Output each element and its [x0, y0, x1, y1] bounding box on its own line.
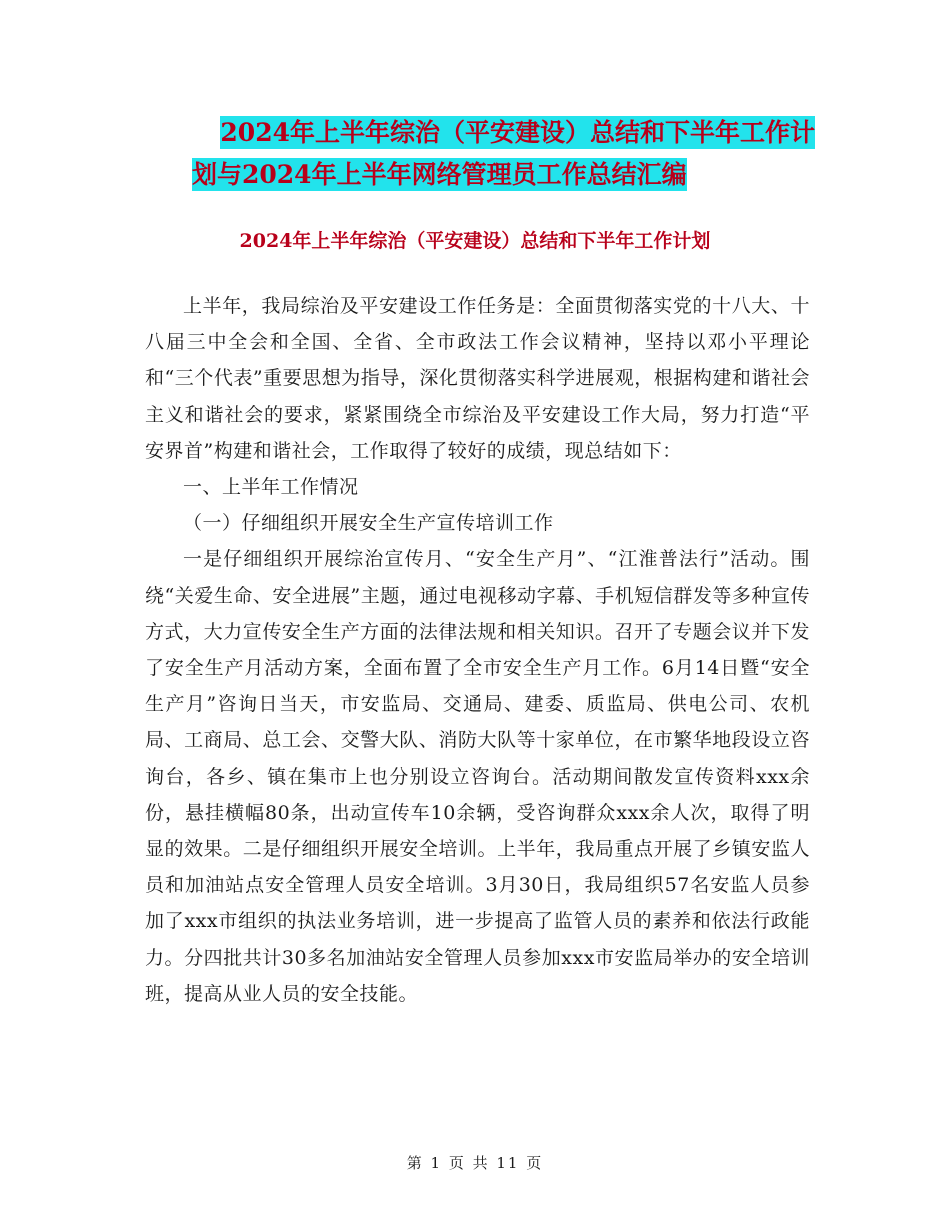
- title-line-2-text: 划与2024年上半年网络管理员工作总结汇编: [192, 160, 687, 189]
- paragraph-intro: 上半年，我局综治及平安建设工作任务是：全面贯彻落实党的十八大、十八届三中全会和全国、全省、全市政法工作会议精神，坚持以邓小平理论和“三个代表”重要思想为指导，深化贯彻落实科学进展观，根据构建和谐社会主义和谐社会的要求，紧紧围绕全市综治及平安建设工作大局，努力打造“平安界首”构建和谐社会，工作取得了较好的成绩，现总结如下：: [145, 295, 810, 462]
- heading-first-half-work: 一、上半年工作情况: [183, 476, 359, 499]
- paragraph-safety-training: 一是仔细组织开展综治宣传月、“安全生产月”、“江淮普法行”活动。围绕“关爱生命、安全进展”主题，通过电视移动字幕、手机短信群发等多种宣传方式，大力宣传安全生产方面的法律法规和相关知识。召开了专题会议并下发了安全生产月活动方案，全面布置了全市安全生产月工作。6月14日暨“安全生产月”咨询日当天，市安监局、交通局、建委、质监局、供电公司、农机局、工商局、总工会、交警大队、消防大队等十家单位，在市繁华地段设立咨询台，各乡、镇在集市上也分别设立咨询台。活动期间散发宣传资料xxx余份，悬挂横幅80条，出动宣传车10余辆，受咨询群众xxx余人次，取得了明显的效果。二是仔细组织开展安全培训。上半年，我局重点开展了乡镇安监人员和加油站点安全管理人员安全培训。3月30日，我局组织57名安监人员参加了xxx市组织的执法业务培训，进一步提高了监管人员的素养和依法行政能力。分四批共计30多名加油站安全管理人员参加xxx市安监局举办的安全培训班，提高从业人员的安全技能。: [145, 548, 810, 1005]
- title-line-1-text: 2024年上半年综治（平安建设）总结和下半年工作计: [220, 118, 815, 147]
- page-number-footer: 第 1 页 共 11 页: [406, 1154, 544, 1172]
- title-line-2: [145, 154, 825, 196]
- section-title: 2024年上半年综治（平安建设）总结和下半年工作计划: [239, 230, 711, 252]
- subheading-safety-training: （一）仔细组织开展安全生产宣传培训工作: [183, 512, 554, 535]
- body-text: [145, 288, 810, 1012]
- title-line-1: [145, 112, 825, 154]
- document-title: [145, 112, 825, 196]
